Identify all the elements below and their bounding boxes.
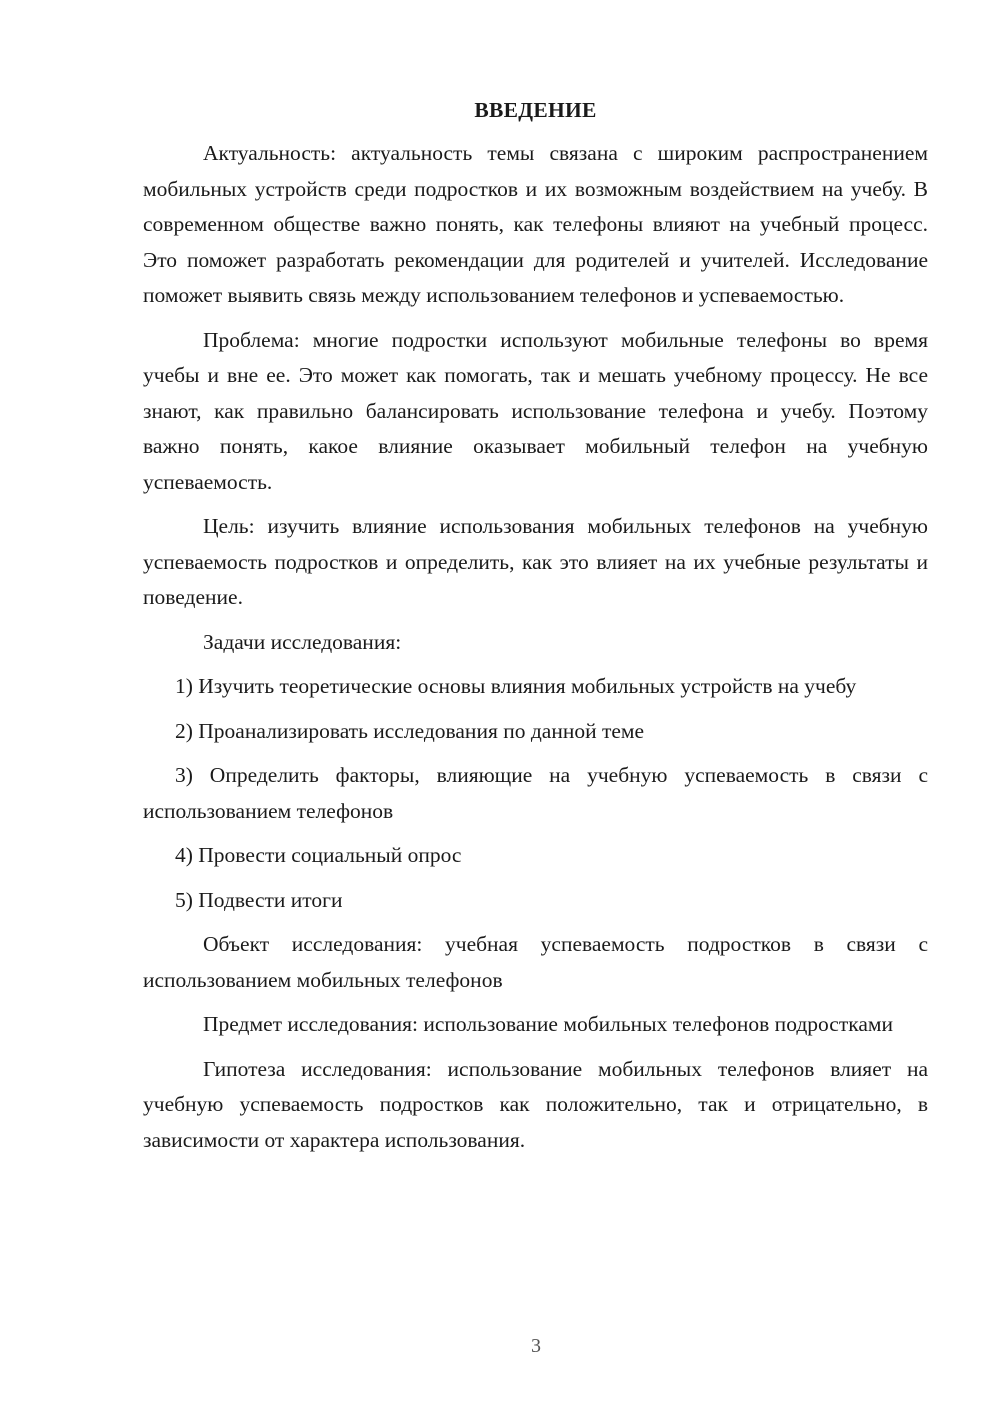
- relevance-paragraph: Актуальность: актуальность темы связана с широким распространением мобильных устройств среди подростков и их возможным воздействием на учебу. В современном обществе важно понять, как телефоны влияют на учебный процесс. Это поможет разработать рекомендации для родителей и учителей. Исследование поможет выявить связь между использованием телефонов и успеваемостью.: [143, 141, 928, 307]
- tasks-heading: Задачи исследования:: [203, 629, 402, 654]
- goal-paragraph: Цель: изучить влияние использования мобильных телефонов на учебную успеваемость подростков и определить, как это влияет на их учебные результаты и поведение.: [143, 514, 928, 609]
- task-item: 3) Определить факторы, влияющие на учебную успеваемость в связи с использованием телефонов: [143, 763, 928, 823]
- task-item: 4) Провести социальный опрос: [175, 843, 462, 867]
- section-title: ВВЕДЕНИЕ: [474, 98, 597, 122]
- problem-paragraph: Проблема: многие подростки используют мобильные телефоны во время учебы и вне ее. Это может как помогать, так и мешать учебному процессу. Не все знают, как правильно балансировать использование телефона и учебу. Поэтому важно понять, какое влияние оказывает мобильный телефон на учебную успеваемость.: [143, 327, 928, 494]
- task-item: 2) Проанализировать исследования по данной теме: [175, 718, 645, 743]
- task-item: 5) Подвести итоги: [175, 887, 343, 912]
- object-paragraph: Объект исследования: учебная успеваемость подростков в связи с использованием мобильных телефонов: [143, 932, 928, 992]
- subject-paragraph: Предмет исследования: использование мобильных телефонов подростками: [203, 1012, 894, 1036]
- hypothesis-paragraph: Гипотеза исследования: использование мобильных телефонов влияет на учебную успеваемость подростков как положительно, так и отрицательно, в зависимости от характера использования.: [143, 1056, 928, 1152]
- page-content: [143, 94, 928, 1167]
- page-number: 3: [531, 1335, 541, 1357]
- task-item: 1) Изучить теоретические основы влияния мобильных устройств на учебу: [175, 674, 857, 698]
